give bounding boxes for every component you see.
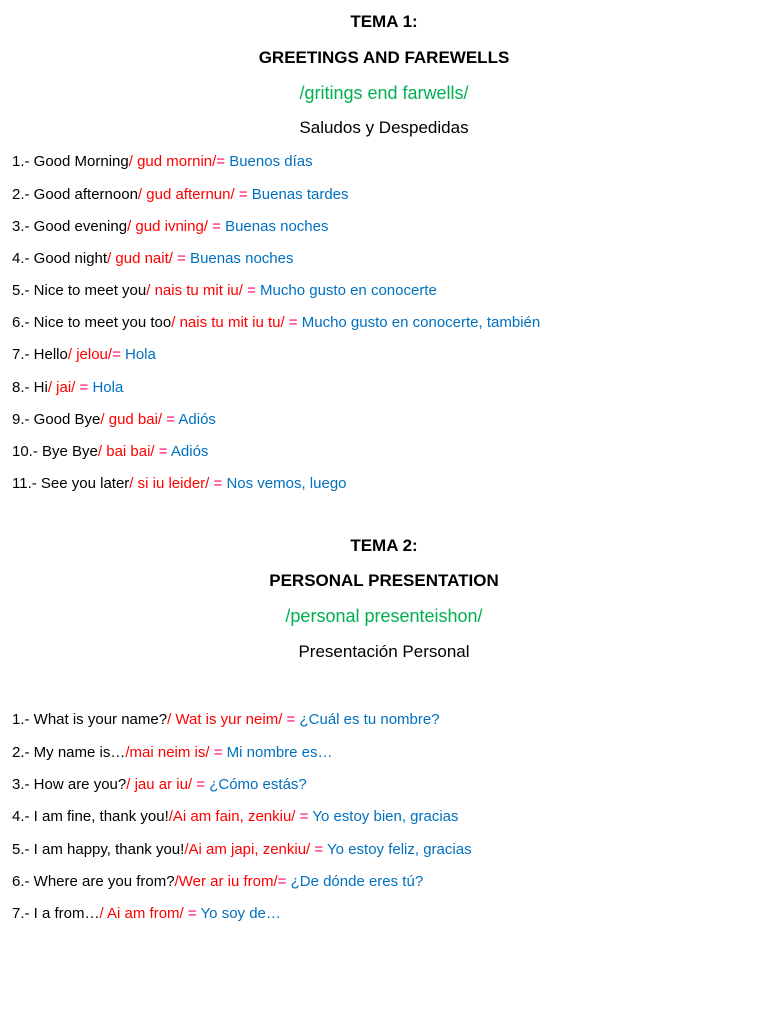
english-phrase: 10.- Bye Bye xyxy=(12,443,98,460)
section1-phonetic: /gritings end farwells/ xyxy=(299,83,469,103)
english-phrase: 9.- Good Bye xyxy=(12,411,101,428)
english-phrase: 2.- My name is… xyxy=(12,744,126,761)
equals-sign: = xyxy=(295,808,309,825)
spanish-translation: Mucho gusto en conocerte xyxy=(255,282,437,299)
english-phrase: 6.- Where are you from? xyxy=(12,873,175,890)
pronunciation: / gud mornin/ xyxy=(128,153,217,170)
section2-title: PERSONAL PRESENTATION xyxy=(269,571,499,590)
spanish-translation: Mi nombre es… xyxy=(222,744,333,761)
spanish-translation: Mucho gusto en conocerte, también xyxy=(297,314,541,331)
list-item xyxy=(12,314,540,332)
list-item xyxy=(12,346,156,364)
pronunciation: /mai neim is/ xyxy=(125,744,210,761)
pronunciation: / gud nait/ xyxy=(107,250,173,267)
equals-sign: = xyxy=(216,153,226,170)
spanish-translation: Buenas tardes xyxy=(247,186,349,203)
section2-phonetic: /personal presenteishon/ xyxy=(285,606,483,626)
equals-sign: = xyxy=(284,314,298,331)
list-item xyxy=(12,186,349,204)
english-phrase: 7.- I a from… xyxy=(12,905,100,922)
section1-tema: TEMA 1: xyxy=(350,12,418,31)
spanish-translation: Nos vemos, luego xyxy=(222,475,347,492)
equals-sign: = xyxy=(282,711,296,728)
spanish-translation: Buenas noches xyxy=(185,250,294,267)
equals-sign: = xyxy=(207,218,221,235)
english-phrase: 8.- Hi xyxy=(12,379,48,396)
spanish-translation: ¿Cuál es tu nombre? xyxy=(295,711,440,728)
pronunciation: / Wat is yur neim/ xyxy=(167,711,283,728)
pronunciation: / jai/ xyxy=(47,379,76,396)
equals-sign: = xyxy=(277,873,287,890)
english-phrase: 5.- I am happy, thank you! xyxy=(12,841,185,858)
english-phrase: 1.- Good Morning xyxy=(12,153,129,170)
english-phrase: 1.- What is your name? xyxy=(12,711,168,728)
equals-sign: = xyxy=(154,443,168,460)
spanish-translation: ¿De dónde eres tú? xyxy=(286,873,424,890)
english-phrase: 7.- Hello xyxy=(12,346,68,363)
equals-sign: = xyxy=(112,346,121,363)
equals-sign: = xyxy=(242,282,256,299)
pronunciation: /Ai am japi, zenkiu/ xyxy=(184,841,311,858)
english-phrase: 11.- See you later xyxy=(12,475,130,492)
pronunciation: / si iu leider/ xyxy=(129,475,210,492)
list-item xyxy=(12,744,333,762)
equals-sign: = xyxy=(192,776,206,793)
spanish-translation: ¿Cómo estás? xyxy=(205,776,307,793)
equals-sign: = xyxy=(310,841,324,858)
list-item xyxy=(12,153,313,171)
english-phrase: 3.- How are you? xyxy=(12,776,127,793)
spanish-translation: Yo estoy feliz, gracias xyxy=(323,841,472,858)
section2-tema: TEMA 2: xyxy=(350,536,418,555)
section1-title: GREETINGS AND FAREWELLS xyxy=(258,48,510,67)
spanish-translation: Hola xyxy=(120,346,156,363)
equals-sign: = xyxy=(234,186,248,203)
english-phrase: 4.- I am fine, thank you! xyxy=(12,808,169,825)
spanish-translation: Adiós xyxy=(167,443,209,460)
pronunciation: / gud afternun/ xyxy=(137,186,235,203)
pronunciation: /Wer ar iu from/ xyxy=(174,873,278,890)
equals-sign: = xyxy=(183,905,197,922)
equals-sign: = xyxy=(75,379,89,396)
list-item xyxy=(12,873,423,891)
pronunciation: / gud ivning/ xyxy=(127,218,208,235)
list-item xyxy=(12,776,307,794)
pronunciation: / jelou/ xyxy=(67,346,113,363)
equals-sign: = xyxy=(209,744,223,761)
pronunciation: / nais tu mit iu/ xyxy=(146,282,243,299)
equals-sign: = xyxy=(172,250,186,267)
list-item xyxy=(12,379,123,397)
english-phrase: 5.- Nice to meet you xyxy=(12,282,147,299)
list-item xyxy=(12,905,281,923)
section1-spanish: Saludos y Despedidas xyxy=(299,118,469,137)
equals-sign: = xyxy=(209,475,223,492)
spanish-translation: Hola xyxy=(88,379,124,396)
equals-sign: = xyxy=(162,411,176,428)
pronunciation: /Ai am fain, zenkiu/ xyxy=(168,808,296,825)
section2-spanish: Presentación Personal xyxy=(298,642,470,661)
list-item xyxy=(12,808,459,826)
list-item xyxy=(12,411,216,429)
pronunciation: / jau ar iu/ xyxy=(126,776,193,793)
pronunciation: / gud bai/ xyxy=(100,411,163,428)
list-item xyxy=(12,443,208,461)
spanish-translation: Buenas noches xyxy=(220,218,329,235)
english-phrase: 2.- Good afternoon xyxy=(12,186,138,203)
pronunciation: / nais tu mit iu tu/ xyxy=(171,314,285,331)
english-phrase: 4.- Good night xyxy=(12,250,108,267)
list-item xyxy=(12,218,328,236)
english-phrase: 6.- Nice to meet you too xyxy=(12,314,172,331)
list-item xyxy=(12,475,347,493)
spanish-translation: Buenos días xyxy=(225,153,313,170)
spanish-translation: Yo estoy bien, gracias xyxy=(308,808,459,825)
pronunciation: / Ai am from/ xyxy=(99,905,184,922)
spanish-translation: Yo soy de… xyxy=(196,905,281,922)
pronunciation: / bai bai/ xyxy=(97,443,155,460)
list-item xyxy=(12,841,472,859)
list-item xyxy=(12,282,437,300)
list-item xyxy=(12,250,293,268)
spanish-translation: Adiós xyxy=(175,411,216,428)
list-item xyxy=(12,711,440,729)
english-phrase: 3.- Good evening xyxy=(12,218,128,235)
